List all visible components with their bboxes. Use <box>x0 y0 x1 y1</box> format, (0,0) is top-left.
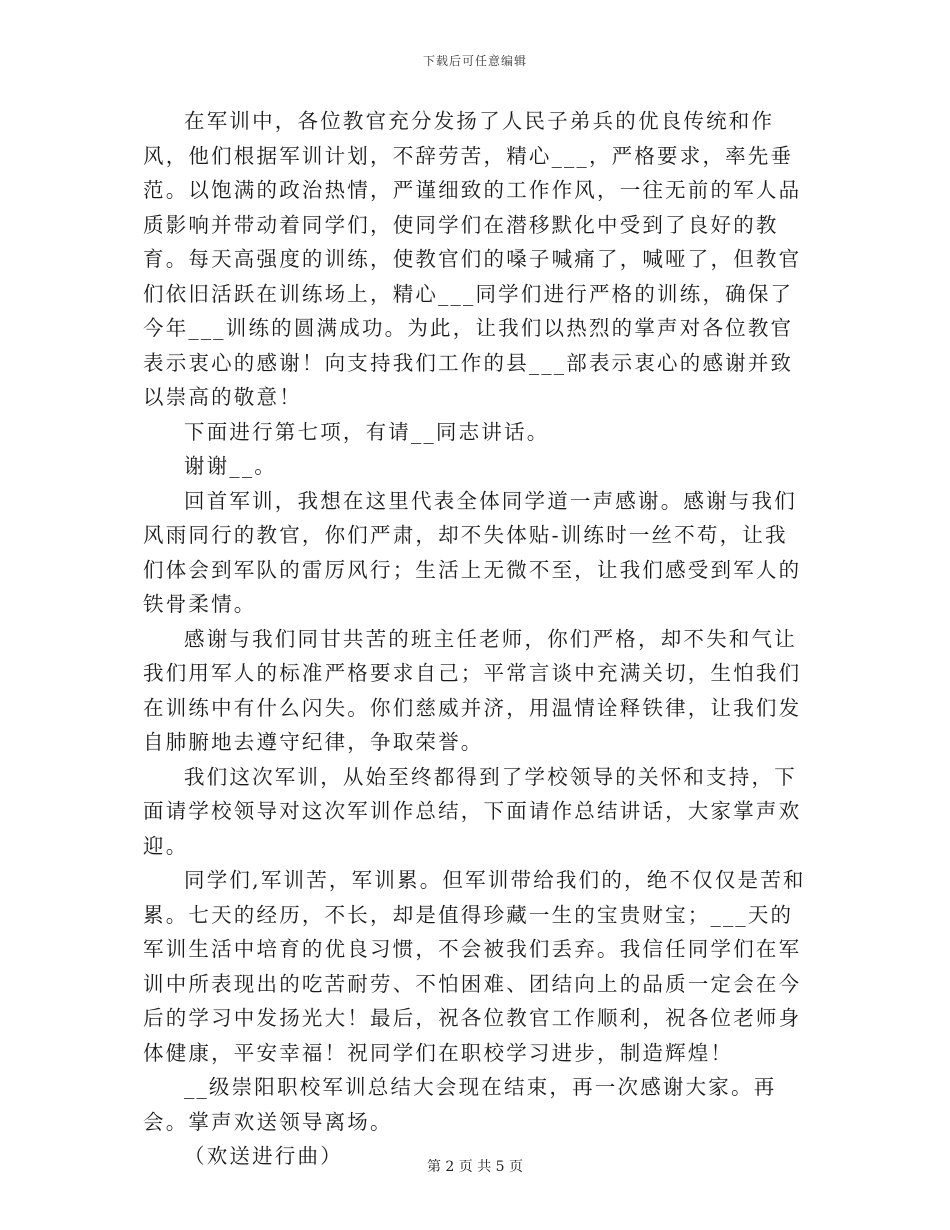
paragraph-3: 谢谢__。 <box>184 454 277 478</box>
paragraph-6: 我们这次军训，从始至终都得到了学校领导的关怀和支持，下面请学校领导对这次军训作总结，下面请作总结讲话，大家掌声欢迎。 <box>143 764 802 858</box>
paragraph-4: 回首军训，我想在这里代表全体同学道一声感谢。感谢与我们风雨同行的教官，你们严肃，却不失体贴-训练时一丝不苟，让我们体会到军队的雷厉风行；生活上无微不至，让我们感受到军人的铁骨柔情。 <box>143 488 802 616</box>
document-body <box>143 104 808 1174</box>
paragraph-7: 同学们,军训苦，军训累。但军训带给我们的，绝不仅仅是苦和累。七天的经历，不长，却是值得珍藏一生的宝贵财宝；___天的军训生活中培育的优良习惯，不会被我们丢弃。我信任同学们在军训中所表现出的吃苦耐劳、不怕困难、团结向上的品质一定会在今后的学习中发扬光大！最后，祝各位教官工作顺利，祝各位老师身体健康，平安幸福！祝同学们在职校学习进步，制造辉煌！ <box>143 868 806 1065</box>
paragraph-9: （欢送进行曲） <box>184 1144 343 1168</box>
page-footer: 第 2 页 共 5 页 <box>426 1159 524 1175</box>
paragraph-8: __级崇阳职校军训总结大会现在结束，再一次感谢大家。再会。掌声欢送领导离场。 <box>143 1075 777 1134</box>
paragraph-1: 在军训中，各位教官充分发扬了人民子弟兵的优良传统和作风，他们根据军训计划，不辞劳苦，精心___，严格要求，率先垂范。以饱满的政治热情，严谨细致的工作作风，一往无前的军人品质影响并带动着同学们，使同学们在潜移默化中受到了良好的教育。每天高强度的训练，使教官们的嗓子喊痛了，喊哑了，但教官们依旧活跃在训练场上，精心___同学们进行严格的训练，确保了今年___训练的圆满成功。为此，让我们以热烈的掌声对各位教官表示衷心的感谢！向支持我们工作的县___部表示衷心的感谢并致以崇高的敬意！ <box>143 109 802 409</box>
paragraph-5: 感谢与我们同甘共苦的班主任老师，你们严格，却不失和气让我们用军人的标准严格要求自己；平常言谈中充满关切，生怕我们在训练中有什么闪失。你们慈威并济，用温情诠释铁律，让我们发自肺腑地去遵守纪律，争取荣誉。 <box>143 626 802 754</box>
page-header: 下载后可任意编辑 <box>422 54 527 68</box>
paragraph-2: 下面进行第七项，有请__同志讲话。 <box>184 419 550 444</box>
